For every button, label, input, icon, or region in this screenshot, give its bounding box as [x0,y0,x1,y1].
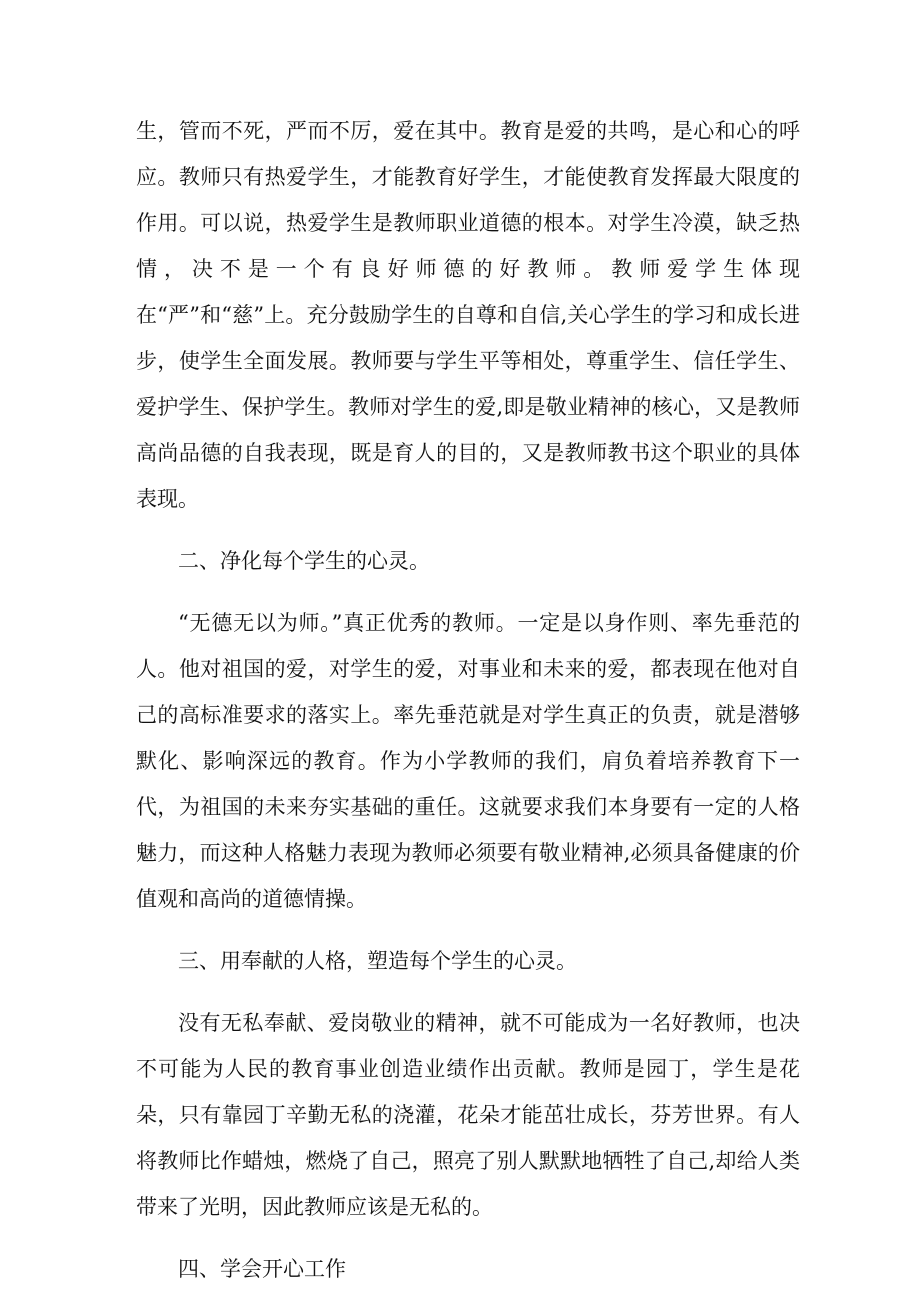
paragraph-gap [136,984,800,1000]
paragraph-selfless: 没有无私奉献、爱岗敬业的精神，就不可能成为一名好教师，也决不可能为人民的教育事业创造业绩作出贡献。教师是园丁，学生是花朵，只有靠园丁辛勤无私的浇灌，花朵才能茁壮成长，芬芳世界。有人将教师比作蜡烛，燃烧了自己，照亮了别人默默地牺牲了自己,却给人类带来了光明，因此教师应该是无私的。 [136,1011,800,1219]
paragraph-gap [136,922,800,938]
heading-dedication: 三、用奉献的人格，塑造每个学生的心灵。 [178,949,577,973]
document-body [136,108,800,1292]
paragraph-virtue: “无德无以为师。”真正优秀的教师。一定是以身作则、率先垂范的人。他对祖国的爱，对学生的爱，对事业和未来的爱，都表现在他对自己的高标准要求的落实上。率先垂范就是对学生真正的负责，就是潜够默化、影响深远的教育。作为小学教师的我们，肩负着培养教育下一代，为祖国的未来夯实基础的重任。这就要求我们本身要有一定的人格魅力，而这种人格魅力表现为教师必须要有敬业精神,必须具备健康的价值观和高尚的道德情操。 [136,611,800,911]
heading-purify-souls: 二、净化每个学生的心灵。 [178,549,430,573]
paragraph-gap [136,522,800,538]
paragraph-teacher-love: 生，管而不死，严而不厉，爱在其中。教育是爱的共鸣，是心和心的呼应。教师只有热爱学生，才能教育好学生，才能使教育发挥最大限度的作用。可以说，热爱学生是教师职业道德的根本。对学生冷漠，缺乏热情，决不是一个有良好师德的好教师。教师爱学生体现在“严”和“慈”上。充分鼓励学生的自尊和自信,关心学生的学习和成长进步，使学生全面发展。教师要与学生平等相处，尊重学生、信任学生、爱护学生、保护学生。教师对学生的爱,即是敬业精神的核心，又是教师高尚品德的自我表现，既是育人的目的，又是教师教书这个职业的具体表现。 [136,119,800,511]
paragraph-gap [136,584,800,600]
heading-happy-work: 四、学会开心工作 [178,1257,346,1281]
paragraph-gap [136,1230,800,1246]
